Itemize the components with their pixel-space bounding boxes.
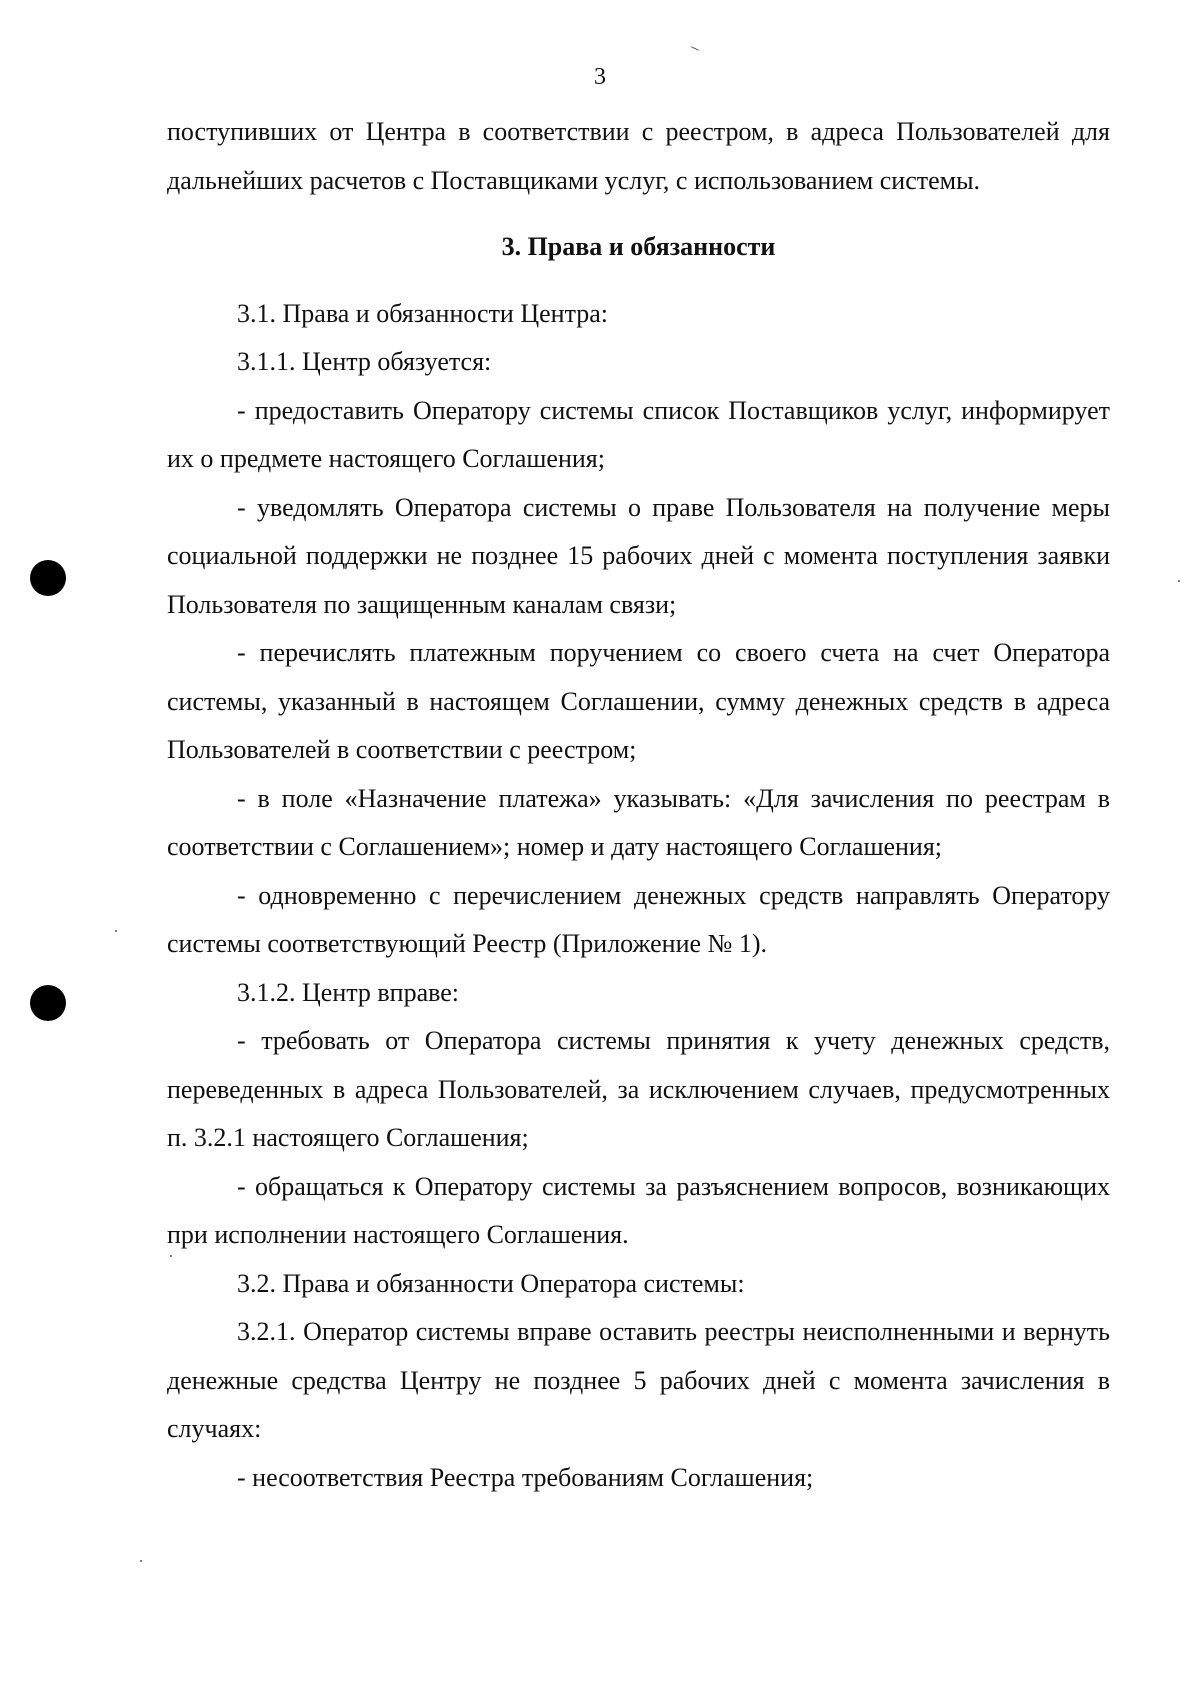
list-item: - уведомлять Оператора системы о праве Пользователя на получение меры социальной поддержки не позднее 15 рабочих дней с момента поступления заявки Пользователя по защищенным каналам связи; (167, 492, 1110, 619)
list-item: - требовать от Оператора системы принятия к учету денежных средств, переведенных в адреса Пользователей, за исключением случаев, предусмотренных п. 3.2.1 настоящего Соглашения; (167, 1026, 1110, 1152)
punch-hole-top (30, 560, 66, 596)
list-item: - в поле «Назначение платежа» указывать: «Для зачисления по реестрам в соответствии с Соглашением»; номер и дату настоящего Соглашения; (167, 783, 1110, 861)
section-heading: 3. Права и обязанности (501, 232, 776, 261)
list-item: - несоответствия Реестра требованиям Соглашения; (237, 1462, 814, 1492)
list-item: - одновременно с перечислением денежных средств направлять Оператору системы соответствующий Реестр (Приложение № 1). (167, 880, 1110, 958)
scan-speck (690, 46, 699, 51)
list-item: - обращаться к Оператору системы за разъяснением вопросов, возникающих при исполнении настоящего Соглашения. (167, 1171, 1110, 1249)
document-body (167, 108, 1110, 1502)
clause-3-1-1: 3.1.1. Центр обязуется: (237, 347, 492, 376)
page-number: 3 (594, 64, 606, 90)
list-item: - перечислять платежным поручением со своего счета на счет Оператора системы, указанный в настоящем Соглашении, сумму денежных средств в адреса Пользователей в соответствии с реестром; (167, 638, 1110, 764)
scan-speck (1178, 580, 1180, 582)
clause-3-2: 3.2. Права и обязанности Оператора системы: (237, 1268, 745, 1298)
clause-3-1-2: 3.1.2. Центр вправе: (237, 977, 460, 1007)
paragraph-continuation: поступивших от Центра в соответствии с реестром, в адреса Пользователей для дальнейших расчетов с Поставщиками услуг, с использованием системы. (167, 117, 1110, 195)
clause-3-2-1: 3.2.1. Оператор системы вправе оставить реестры неисполненными и вернуть денежные средства Центру не позднее 5 рабочих дней с момента зачисления в случаях: (167, 1317, 1110, 1443)
scan-speck (115, 930, 117, 932)
scan-speck (140, 1560, 142, 1562)
punch-hole-bottom (30, 985, 66, 1021)
clause-3-1: 3.1. Права и обязанности Центра: (237, 298, 609, 328)
list-item: - предоставить Оператору системы список Поставщиков услуг, информирует их о предмете настоящего Соглашения; (167, 395, 1110, 473)
